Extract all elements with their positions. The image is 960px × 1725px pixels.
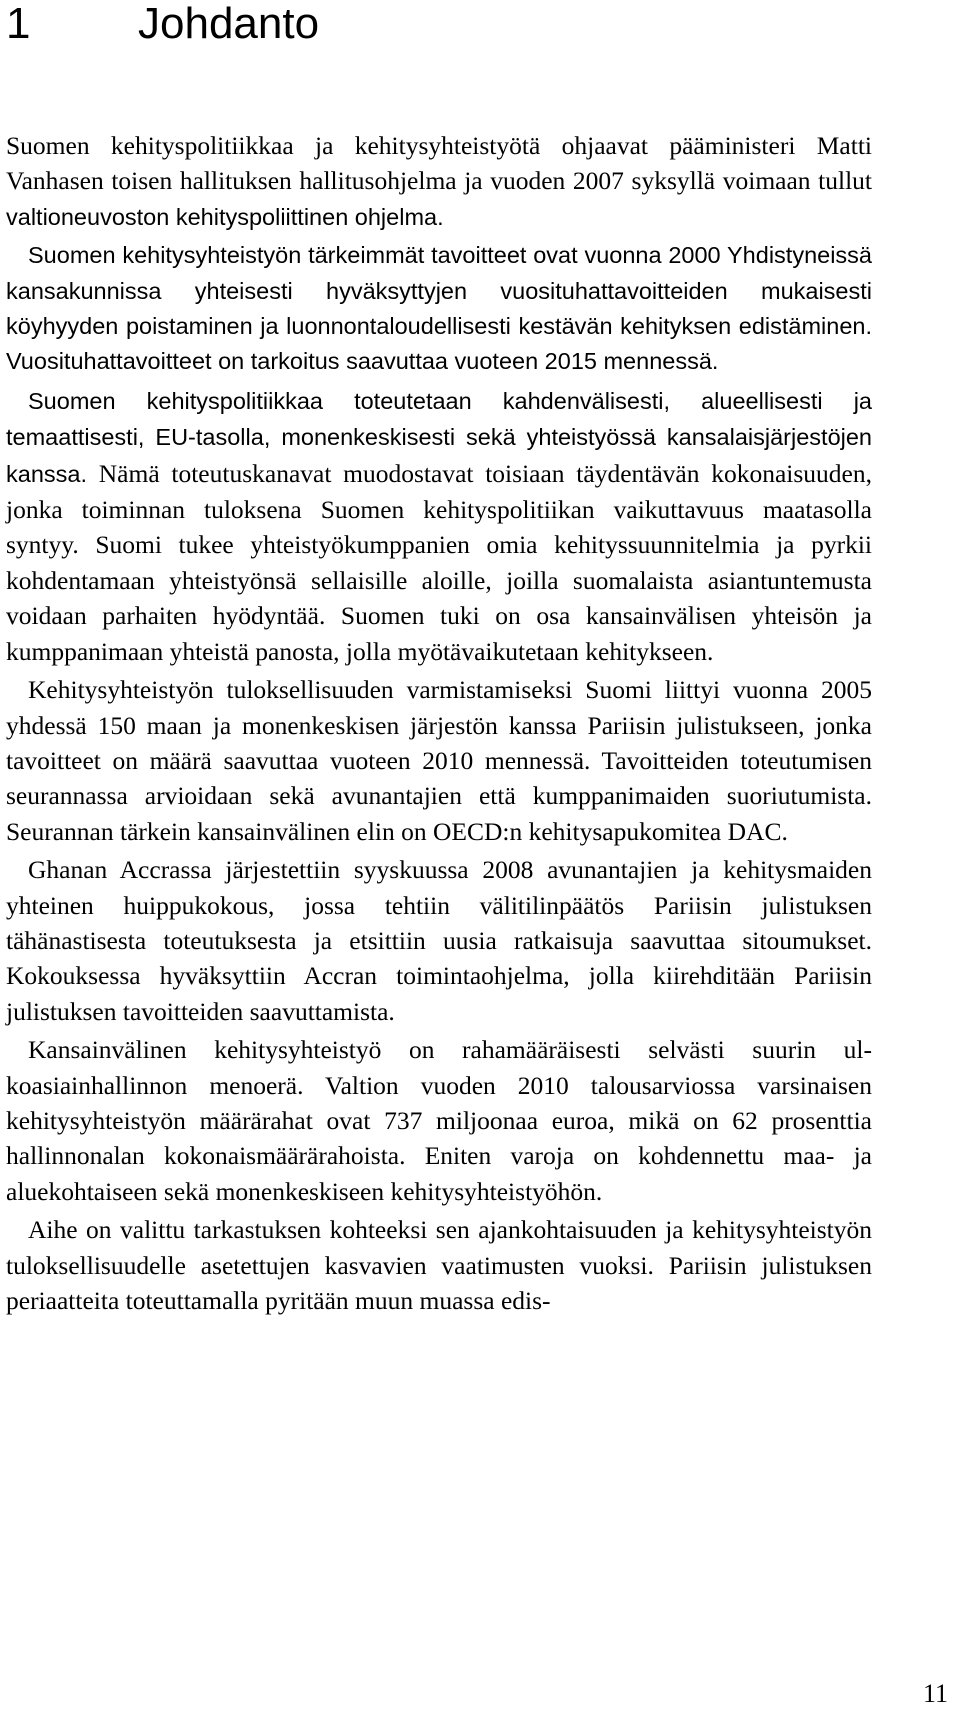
paragraph-text-serif: Ghanan Accrassa järjestettiin syyskuussa 2008 avunantajien ja kehitysmaiden yhteinen huippukokous, jossa tehtiin välitilinpäätös Pariisin julistuksen tähänastisesta toteutuksesta ja etsittiin uusia ratkaisuja saavuttaa sitoumukset. Kokouksessa hyväksyttiin Accran toimintaohjelma, jolla kiirehditään Pariisin julistuksen tavoitteiden saavuttamista. (6, 855, 872, 1026)
paragraph-text-sans: Suomen kehityspolitiikkaa toteutetaan kahdenvälisesti, alueellisesti ja temaattisesti, EU-tasolla, monenkeskisesti sekä yhteistyössä kansalaisjärjestöjen kanssa. (6, 387, 872, 487)
paragraph-text-serif: Suomen kehityspolitiikkaa ja kehitysyhteistyötä ohjaavat pääministeri Matti Vanhasen toisen hallituksen hallitusohjelma ja vuoden 2007 syksyllä voimaan tullut (6, 131, 872, 196)
chapter-title: Johdanto (138, 0, 320, 48)
paragraph-text-serif: Kansainvälinen kehitysyhteistyö on rahamääräisesti selvästi suurin ulkoasiainhallinnon menoerä. Valtion vuoden 2010 talousarviossa varsinaisen kehitysyhteistyön määrärahat ovat 737 miljoonaa euroa, mikä on 62 prosenttia hallinnonalan kokonaismäärärahoista. Eniten varoja on kohdennettu maa- ja aluekohtaiseen sekä monenkeskiseen kehitysyhteistyöhön. (6, 1035, 872, 1206)
page-number: 11 (922, 1679, 948, 1708)
paragraph-4 (6, 672, 872, 849)
chapter-heading (6, 0, 319, 52)
paragraph-5 (6, 852, 872, 1029)
paragraph-2 (6, 238, 872, 380)
paragraph-text-serif: Aihe on valittu tarkastuksen kohteeksi sen ajankohtaisuuden ja kehitysyhteistyön tuloksellisuudelle asetettujen kasvavien vaatimusten vuoksi. Pariisin julistuksen periaatteita toteuttamalla pyritään muun muassa edis- (6, 1215, 872, 1315)
body-text (6, 128, 872, 1321)
paragraph-text-serif: Nämä toteutuskanavat muodostavat toisiaan täydentävän kokonaisuuden, jonka toiminnan tuloksena Suomen kehityspolitiikan vaikuttavuus maatasolla syntyy. Suomi tukee yhteistyökumppanien omia kehityssuunnitelmia ja pyrkii kohdentamaan yhteistyönsä sellaisille aloille, joilla suomalaista asiantuntemusta voidaan parhaiten hyödyntää. Suomen tuki on osa kansainvälisen yhteisön ja kumppanimaan yhteistä panosta, jolla myötävaikutetaan kehitykseen. (6, 458, 872, 666)
paragraph-1 (6, 128, 872, 235)
paragraph-7 (6, 1212, 872, 1318)
paragraph-3 (6, 383, 872, 669)
paragraph-text-sans: Suomen kehitysyhteistyön tärkeimmät tavoitteet ovat vuonna 2000 Yhdistyneissä kansakunnissa yhteisesti hyväksyttyjen vuosituhattavoitteiden mukaisesti köyhyyden poistaminen ja luonnontaloudellisesti kestävän kehityksen edistäminen. Vuosituhattavoitteet on tarkoitus saavuttaa vuoteen 2015 mennessä. (6, 242, 872, 375)
paragraph-6 (6, 1032, 872, 1209)
paragraph-text-serif: Kehitysyhteistyön tuloksellisuuden varmistamiseksi Suomi liittyi vuonna 2005 yhdessä 150 maan ja monenkeskisen järjestön kanssa Pariisin julistukseen, jonka tavoitteet on määrä saavuttaa vuoteen 2010 mennessä. Tavoitteiden toteutumisen seurannassa arvioidaan sekä avunantajien että kumppanimaiden suoriutumista. Seurannan tärkein kansainvälinen elin on OECD:n kehitysapukomitea DAC. (6, 675, 872, 846)
chapter-number: 1 (6, 0, 31, 48)
paragraph-text-sans: valtioneuvoston kehityspoliittinen ohjelma. (6, 203, 444, 230)
